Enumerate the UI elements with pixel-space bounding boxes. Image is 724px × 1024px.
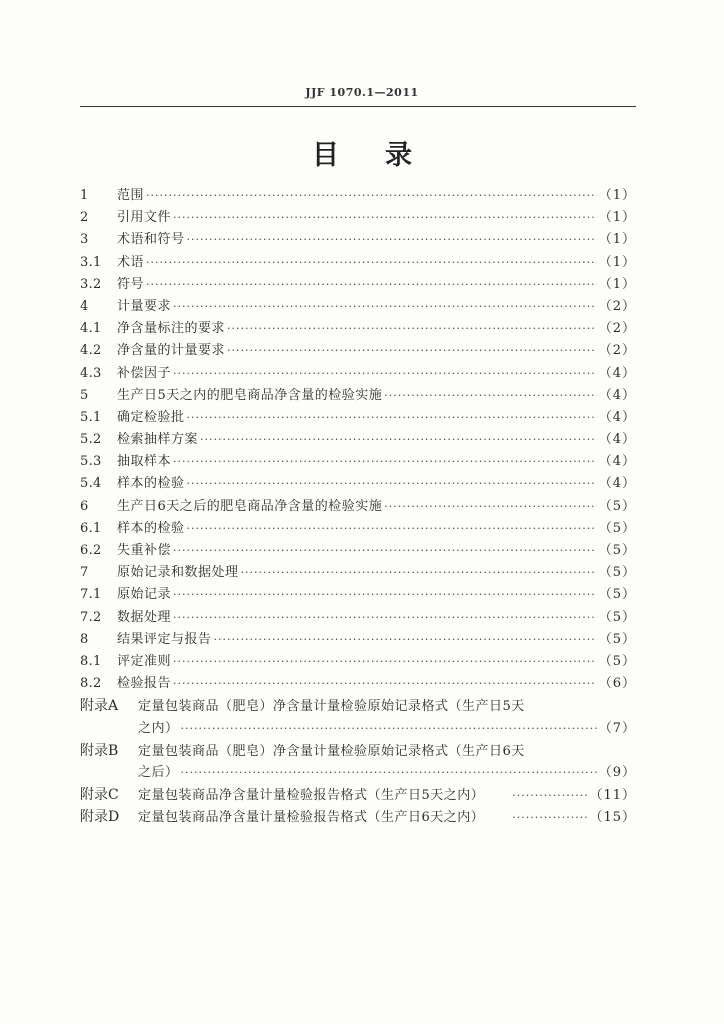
toc-entry-page: （9） <box>598 764 636 780</box>
toc-entry[interactable] <box>80 229 636 251</box>
toc-entry-page: （4） <box>598 365 636 381</box>
leader-dots <box>181 762 597 784</box>
toc-entry-title: 范围 <box>117 188 145 203</box>
toc-entry-title: 净含量标注的要求 <box>117 321 226 337</box>
appendix-title: 定量包装商品净含量计量检验报告格式（生产日6天之内） <box>138 810 485 826</box>
leader-dots <box>227 340 597 362</box>
toc-entry-title: 失重补偿 <box>117 543 172 558</box>
toc-entry-page: （4） <box>598 476 636 492</box>
toc-entry[interactable] <box>80 473 636 495</box>
toc-entry-number: 4.3 <box>80 365 102 381</box>
toc-entry-number: 2 <box>80 210 89 226</box>
toc-entry[interactable] <box>80 429 636 451</box>
toc-entry-number: 5.2 <box>80 432 102 448</box>
toc-entry-page: （1） <box>598 276 636 292</box>
appendix-title-line-1: 定量包装商品（肥皂）净含量计量检验原始记录格式（生产日6天 <box>138 743 525 759</box>
appendix-number: 附录D <box>80 809 120 826</box>
toc-entry[interactable] <box>80 385 636 407</box>
toc-entry-number: 5.1 <box>80 409 102 425</box>
table-of-contents <box>80 185 636 828</box>
toc-entry-number: 5.3 <box>80 454 102 470</box>
toc-entry-title: 净含量的计量要求 <box>117 343 226 359</box>
toc-entry-title: 检索抽样方案 <box>117 432 199 448</box>
leader-dots <box>173 363 597 385</box>
leader-dots <box>214 629 597 651</box>
toc-appendix-entry[interactable] <box>80 695 636 717</box>
toc-entry-page: （7） <box>598 720 636 736</box>
leader-dots <box>241 562 597 584</box>
toc-entry-title: 抽取样本 <box>117 454 172 470</box>
toc-entry-title: 样本的检验 <box>117 476 185 492</box>
toc-entry-title: 评定准则 <box>117 653 172 669</box>
toc-entry-number: 4.2 <box>80 343 102 359</box>
toc-entry-page: （4） <box>598 432 636 448</box>
leader-dots <box>227 318 597 340</box>
leader-dots <box>187 229 597 251</box>
toc-entry-title: 样本的检验 <box>117 520 185 536</box>
toc-entry-page: （1） <box>598 232 636 248</box>
leader-dots <box>173 540 597 562</box>
leader-dots <box>512 785 587 807</box>
toc-entry-page: （1） <box>598 254 636 270</box>
leader-dots <box>512 807 587 829</box>
toc-entry-number: 6.1 <box>80 520 102 536</box>
toc-appendix-entry-continuation[interactable] <box>80 718 636 740</box>
toc-entry-page: （4） <box>598 409 636 425</box>
toc-entry-title: 生产日5天之内的肥皂商品净含量的检验实施 <box>117 387 383 403</box>
toc-entry-page: （5） <box>598 520 636 536</box>
toc-entry-title: 原始记录和数据处理 <box>117 565 239 581</box>
toc-entry[interactable] <box>80 340 636 362</box>
toc-entry-number: 3 <box>80 232 89 248</box>
toc-entry[interactable] <box>80 651 636 673</box>
toc-entry[interactable] <box>80 451 636 473</box>
toc-entry-title: 补偿因子 <box>117 365 172 381</box>
toc-entry[interactable] <box>80 407 636 429</box>
title-char-1: 目 <box>312 140 339 171</box>
toc-entry-page: （5） <box>598 653 636 669</box>
page-title <box>0 133 724 172</box>
leader-dots <box>384 496 596 518</box>
toc-entry-page: （5） <box>598 543 636 558</box>
title-char-2: 录 <box>385 140 412 171</box>
toc-entry-number: 7.1 <box>80 587 102 603</box>
toc-entry-page: （1） <box>598 210 636 226</box>
appendix-title-line-2: 之后） <box>138 764 179 780</box>
header-rule <box>80 106 636 107</box>
toc-entry-page: （5） <box>598 631 636 647</box>
toc-entry-title: 确定检验批 <box>117 409 185 425</box>
toc-entry-title: 术语和符号 <box>117 232 185 248</box>
toc-entry-page: （2） <box>598 343 636 359</box>
toc-entry-number: 5 <box>80 387 89 403</box>
toc-entry[interactable] <box>80 274 636 296</box>
toc-entry-title: 生产日6天之后的肥皂商品净含量的检验实施 <box>117 498 383 514</box>
leader-dots <box>173 207 597 229</box>
toc-entry-page: （4） <box>598 454 636 470</box>
leader-dots <box>173 673 597 695</box>
toc-entry-number: 7.2 <box>80 609 102 625</box>
appendix-number: 附录C <box>80 787 119 804</box>
toc-appendix-entry-continuation[interactable] <box>80 762 636 784</box>
toc-entry-title: 引用文件 <box>117 210 172 226</box>
toc-entry[interactable] <box>80 496 636 518</box>
toc-entry[interactable] <box>80 207 636 229</box>
toc-entry[interactable] <box>80 540 636 562</box>
toc-entry-number: 7 <box>80 565 89 581</box>
leader-dots <box>146 185 597 207</box>
leader-dots <box>173 607 597 629</box>
toc-entry[interactable] <box>80 318 636 340</box>
leader-dots <box>146 274 597 296</box>
toc-entry-page: （5） <box>598 587 636 603</box>
leader-dots <box>200 429 597 451</box>
appendix-title-line-1: 定量包装商品（肥皂）净含量计量检验原始记录格式（生产日5天 <box>138 699 525 715</box>
toc-entry-page: （1） <box>598 188 636 203</box>
toc-entry-page: （11） <box>589 788 636 804</box>
toc-entry[interactable] <box>80 673 636 695</box>
toc-entry-page: （5） <box>598 498 636 514</box>
toc-entry[interactable] <box>80 562 636 584</box>
toc-entry-number: 3.1 <box>80 254 102 270</box>
toc-entry-number: 6.2 <box>80 543 102 558</box>
toc-entry-number: 3.2 <box>80 276 102 292</box>
toc-entry-number: 5.4 <box>80 476 102 492</box>
toc-entry[interactable] <box>80 584 636 606</box>
toc-entry-number: 8.1 <box>80 653 102 669</box>
toc-entry-title: 符号 <box>117 276 145 292</box>
toc-entry-number: 4.1 <box>80 321 102 337</box>
toc-entry-number: 4 <box>80 298 89 314</box>
toc-entry-title: 原始记录 <box>117 587 172 603</box>
toc-entry-page: （2） <box>598 321 636 337</box>
appendix-title-line-2: 之内） <box>138 720 179 736</box>
appendix-title: 定量包装商品净含量计量检验报告格式（生产日5天之内） <box>138 788 485 804</box>
toc-entry-title: 计量要求 <box>117 298 172 314</box>
appendix-number: 附录A <box>80 698 119 715</box>
toc-entry-title: 检验报告 <box>117 676 172 692</box>
leader-dots <box>187 407 597 429</box>
leader-dots <box>384 385 596 407</box>
toc-entry-page: （5） <box>598 609 636 625</box>
leader-dots <box>173 584 597 606</box>
appendix-number: 附录B <box>80 742 119 759</box>
leader-dots <box>173 296 597 318</box>
leader-dots <box>187 518 597 540</box>
toc-entry[interactable] <box>80 607 636 629</box>
leader-dots <box>173 451 597 473</box>
leader-dots <box>181 718 597 740</box>
toc-appendix-entry[interactable] <box>80 806 636 828</box>
toc-entry-title: 术语 <box>117 254 145 270</box>
toc-appendix-entry[interactable] <box>80 784 636 806</box>
toc-entry[interactable] <box>80 252 636 274</box>
leader-dots <box>146 252 597 274</box>
standard-code-header: JJF 1070.1—2011 <box>305 86 419 99</box>
toc-entry-title: 结果评定与报告 <box>117 631 212 647</box>
toc-entry[interactable] <box>80 518 636 540</box>
toc-entry-title: 数据处理 <box>117 609 172 625</box>
leader-dots <box>187 473 597 495</box>
toc-entry[interactable] <box>80 363 636 385</box>
toc-appendix-entry[interactable] <box>80 740 636 762</box>
toc-entry-number: 6 <box>80 498 89 514</box>
toc-entry[interactable] <box>80 296 636 318</box>
toc-entry[interactable] <box>80 185 636 207</box>
toc-entry-page: （5） <box>598 565 636 581</box>
toc-entry[interactable] <box>80 629 636 651</box>
toc-entry-page: （4） <box>598 387 636 403</box>
toc-entry-number: 1 <box>80 188 89 203</box>
toc-entry-page: （6） <box>598 676 636 692</box>
toc-entry-number: 8.2 <box>80 676 102 692</box>
toc-entry-page: （2） <box>598 298 636 314</box>
leader-dots <box>173 651 597 673</box>
toc-entry-number: 8 <box>80 631 89 647</box>
toc-entry-page: （15） <box>589 810 636 826</box>
